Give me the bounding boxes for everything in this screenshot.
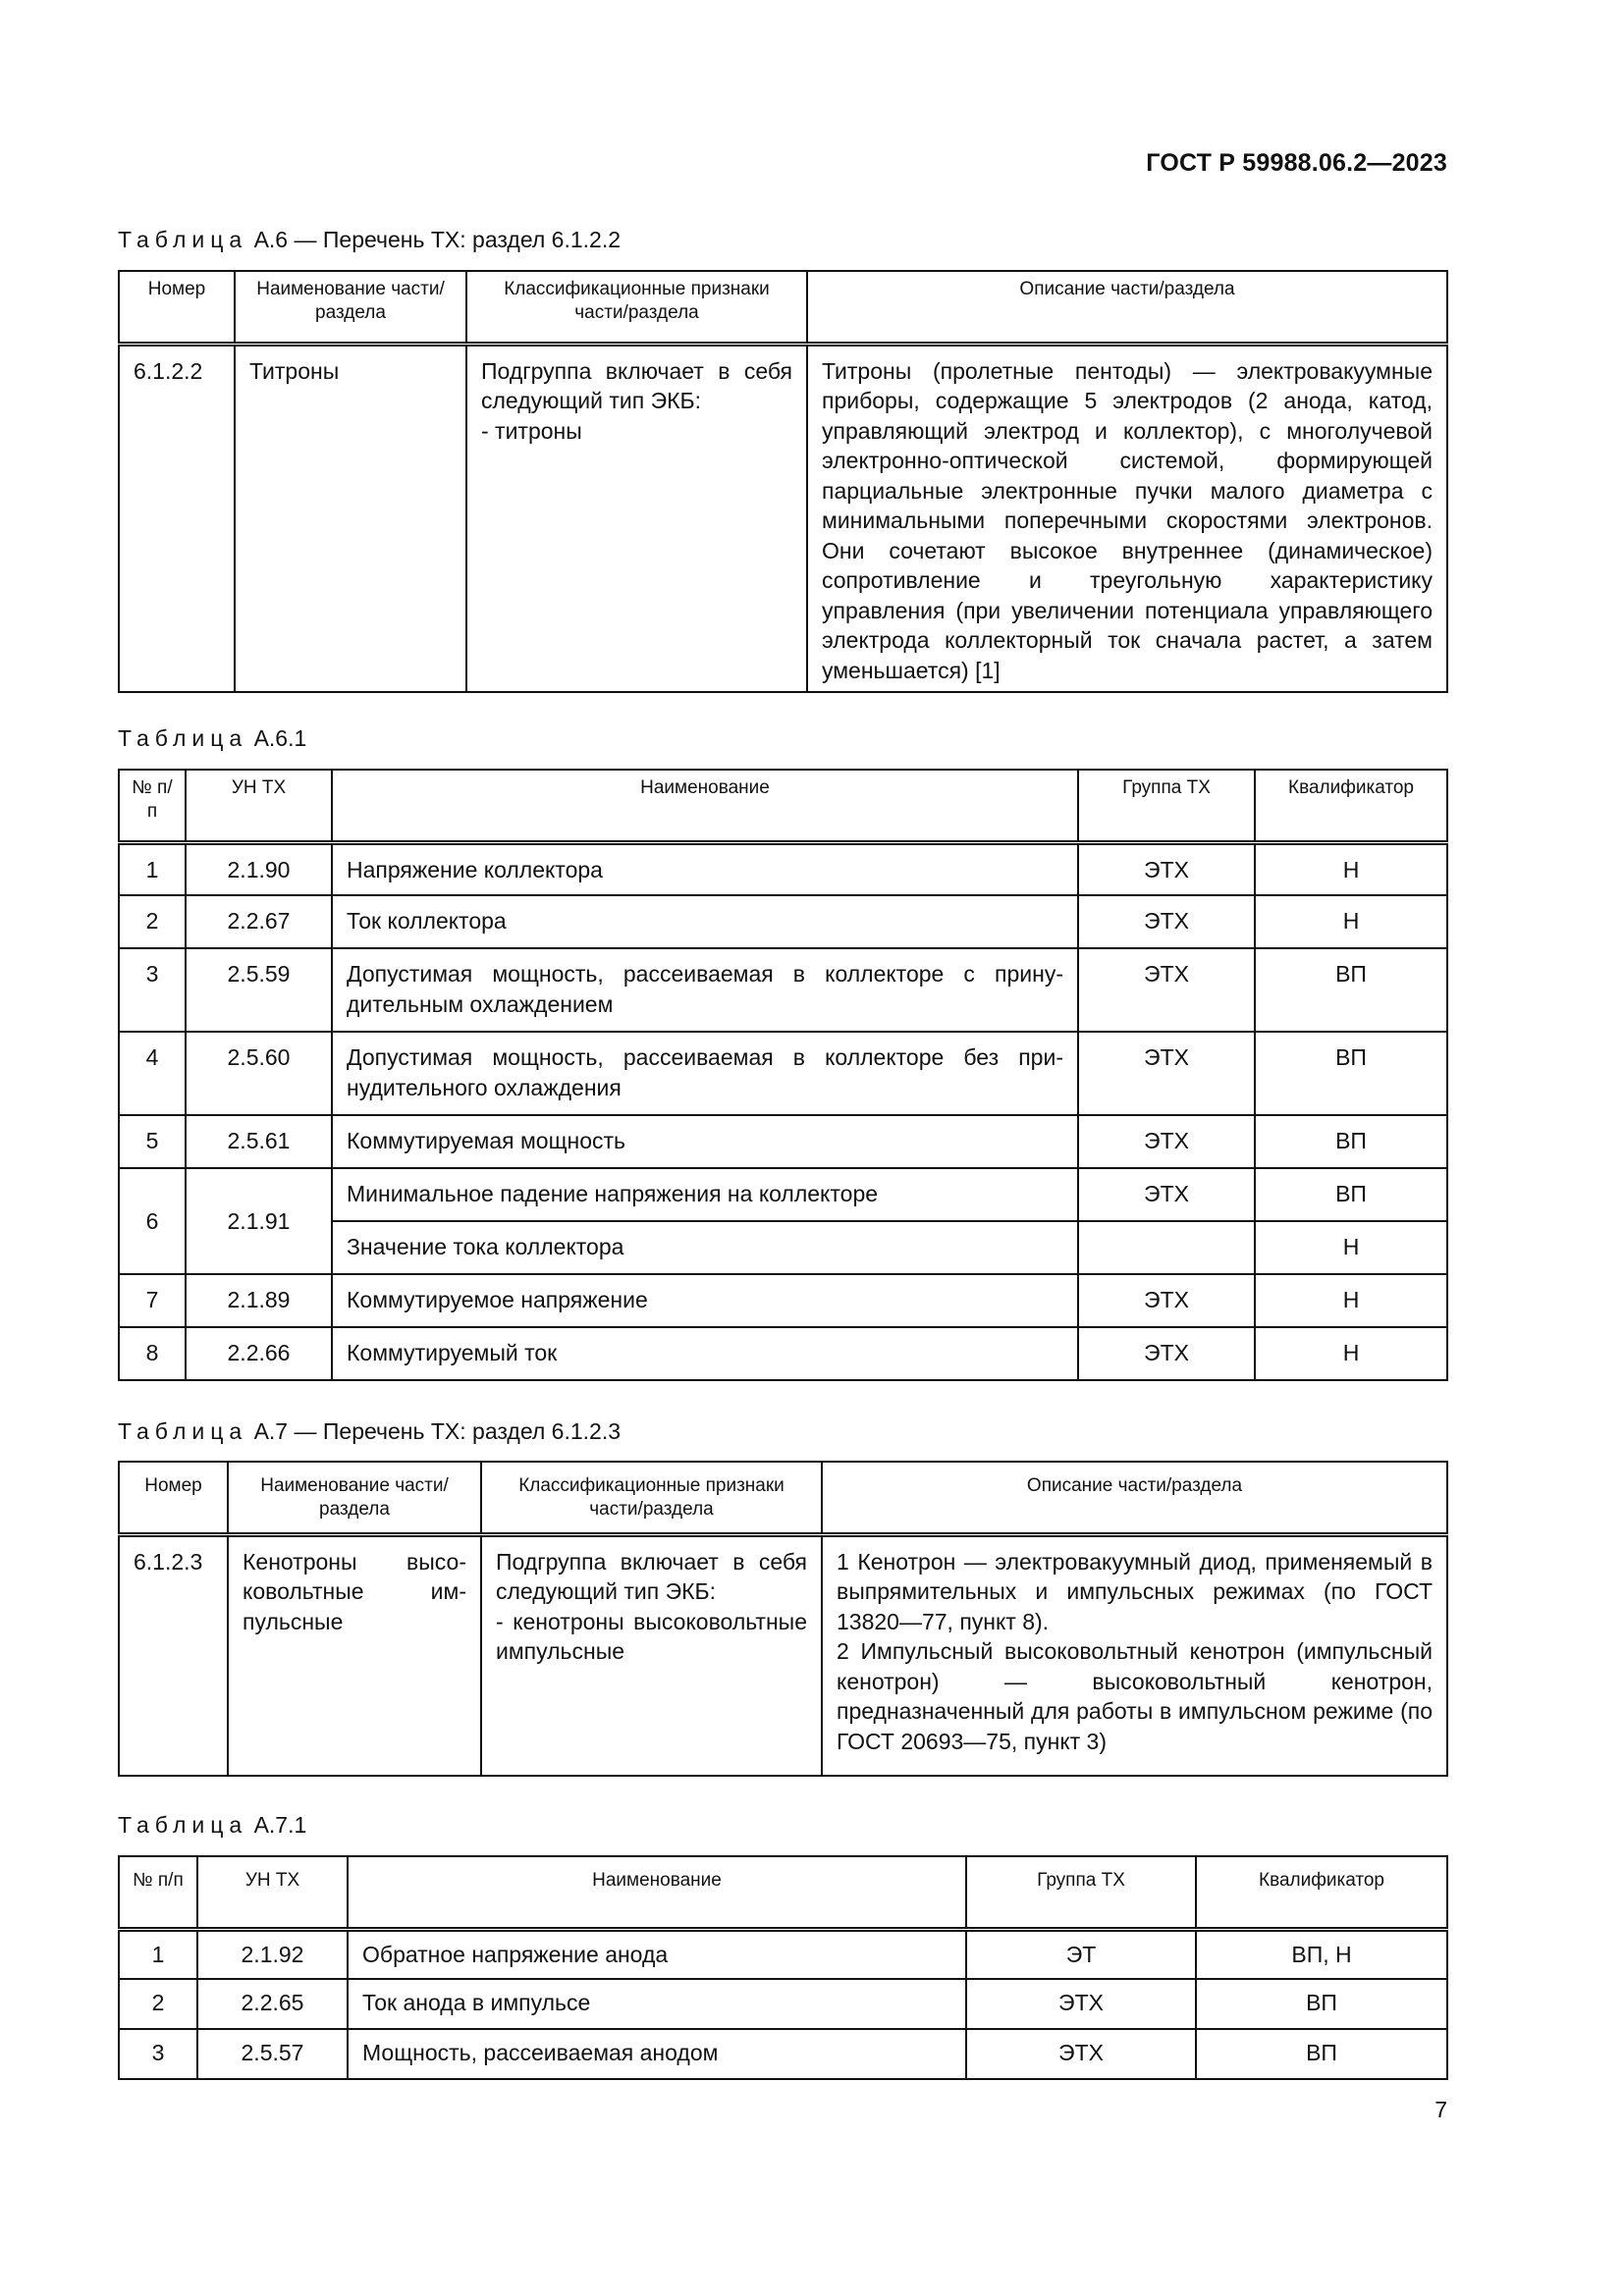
row-qualifier: Н (1342, 1340, 1360, 1365)
column-header-index: № п/п (119, 1856, 197, 1929)
row-group: ЭТХ (1058, 2040, 1104, 2065)
column-header-name: Наименование (332, 770, 1078, 842)
row-qualifier: ВП (1306, 1990, 1337, 2015)
table-row (119, 1115, 1447, 1168)
table-a7 (118, 1461, 1448, 1777)
row-group: ЭТ (1065, 1941, 1097, 1967)
column-header-name: Наименование части/раздела (235, 271, 466, 344)
column-header-description: Описание части/раздела (807, 271, 1447, 344)
row-code: 2.1.89 (227, 1287, 291, 1312)
row-group: ЭТХ (1144, 908, 1189, 934)
row-name: Коммутируемое напряжение (347, 1287, 648, 1312)
row-code: 2.2.66 (227, 1340, 291, 1365)
column-header-group: Группа ТХ (966, 1856, 1196, 1929)
table-row (119, 948, 1447, 1032)
row-code: 2.2.67 (227, 908, 291, 934)
row-group: ЭТХ (1144, 1181, 1189, 1206)
row-name: Мощность, рассеиваемая анодом (362, 2040, 719, 2065)
table-row (119, 895, 1447, 948)
row-code: 2.1.92 (241, 1941, 304, 1967)
table-a6 (118, 270, 1448, 693)
row-index: 2 (151, 1990, 165, 2015)
row-features: Подгруппа включает в себя следующий тип ЭКБ: - титроны (481, 357, 792, 444)
row-description (823, 1537, 1446, 1763)
column-header-number: Номер (119, 271, 235, 344)
table-row (119, 1929, 1447, 1979)
table-row (119, 1327, 1447, 1380)
row-number: 6.1.2.2 (134, 357, 203, 384)
row-qualifier: Н (1342, 908, 1360, 934)
column-header-qualifier: Квалификатор (1255, 770, 1447, 842)
row-qualifier: Н (1342, 856, 1360, 882)
row-index: 1 (145, 856, 159, 882)
row-index: 7 (145, 1287, 159, 1312)
row-code: 2.1.90 (227, 856, 291, 882)
row-code: 2.2.65 (241, 1990, 304, 2015)
row-name: Ток коллектора (347, 908, 507, 934)
document-designation: ГОСТ Р 59988.06.2—2023 (1146, 149, 1447, 177)
column-header-name: Наименование (348, 1856, 966, 1929)
row-qualifier: ВП (1335, 1181, 1367, 1206)
row-name: Коммутируемая мощность (347, 1128, 626, 1153)
row-group: ЭТХ (1144, 1287, 1189, 1312)
row-name: Обратное напряжение анода (362, 1941, 669, 1967)
row-name: Напряжение коллектора (347, 856, 603, 882)
row-qualifier: ВП, Н (1291, 1941, 1352, 1967)
row-group: ЭТХ (1144, 1044, 1189, 1070)
row-features: Подгруппа включает в себя следующий тип ЭКБ: - кенотроны высоковольтные импульсные (496, 1548, 807, 1664)
table-row (119, 1032, 1447, 1115)
row-number: 6.1.2.3 (134, 1548, 203, 1575)
column-header-code: УН ТХ (186, 770, 332, 842)
table-row (119, 344, 1447, 692)
row-qualifier: ВП (1335, 1044, 1367, 1070)
row-group: ЭТХ (1144, 1128, 1189, 1153)
row-code: 2.5.61 (227, 1128, 291, 1153)
table-a71 (118, 1855, 1448, 2080)
row-sub-qualifier: Н (1342, 1234, 1360, 1259)
row-code: 2.5.59 (227, 961, 291, 987)
row-index: 8 (145, 1340, 159, 1365)
row-name: Коммутируемый ток (347, 1340, 558, 1365)
column-header-index: № п/п (119, 770, 186, 842)
table-a61-caption: Таблица А.6.1 (118, 725, 307, 751)
row-index: 5 (145, 1128, 159, 1153)
table-row (119, 1168, 1447, 1221)
column-header-code: УН ТХ (197, 1856, 348, 1929)
row-name: Допустимая мощность, рассеиваемая в коллекторе с принудительным охлаждением (347, 961, 1063, 1017)
row-group: ЭТХ (1058, 1990, 1104, 2015)
column-header-group: Группа ТХ (1078, 770, 1255, 842)
row-qualifier: Н (1342, 1287, 1360, 1312)
row-name: Ток анода в импульсе (362, 1990, 591, 2015)
column-header-description: Описание части/раздела (822, 1462, 1447, 1534)
row-name: Минимальное падение напряжения на коллекторе (347, 1181, 879, 1206)
column-header-features: Классификационные признаки части/раздела (466, 271, 807, 344)
row-index: 2 (145, 908, 159, 934)
table-a6-caption: Таблица А.6 — Перечень ТХ: раздел 6.1.2.2 (118, 227, 622, 252)
row-sub-name: Значение тока коллектора (347, 1234, 624, 1259)
table-a71-caption: Таблица А.7.1 (118, 1812, 307, 1838)
row-code: 2.1.91 (227, 1207, 291, 1234)
row-qualifier: ВП (1335, 1128, 1367, 1153)
row-qualifier: ВП (1335, 961, 1367, 987)
table-row (119, 1534, 1447, 1776)
row-group: ЭТХ (1144, 1340, 1189, 1365)
table-a7-caption: Таблица А.7 — Перечень ТХ: раздел 6.1.2.3 (118, 1418, 622, 1444)
description-paragraph-1: 1 Кенотрон — электровакуумный диод, применяемый в выпрямительных и импульсных режимах (по ГОСТ 13820—77, пункт 8). (837, 1548, 1433, 1634)
row-group: ЭТХ (1144, 856, 1189, 882)
row-index: 3 (145, 961, 159, 987)
page-number: 7 (1435, 2097, 1447, 2122)
row-description: Титроны (пролетные пентоды) — электровакуумные приборы, содержащие 5 электродов (2 анода, катод, управляющий электрод и коллектор), с многолучевой электронно-оптической системой, формирующей парциальные электронные пучки малого диаметра с минимальными поперечными скоростями электронов. Они сочетают высокое внутреннее (динамическое) сопротивление и треугольную характеристику управления (при увеличении потенциала управляющего электрода коллекторный ток сначала растет, а затем уменьшается) [1] (822, 357, 1433, 683)
row-index: 4 (145, 1044, 159, 1070)
row-qualifier: ВП (1306, 2040, 1337, 2065)
table-a61 (118, 769, 1448, 1381)
table-row (119, 2029, 1447, 2079)
table-row (119, 1979, 1447, 2029)
row-index: 6 (145, 1207, 159, 1234)
table-row (119, 1274, 1447, 1327)
row-sub-group (1079, 1222, 1254, 1238)
row-code: 2.5.60 (227, 1044, 291, 1070)
row-name: Кенотроны высоковольтные импульсные (243, 1548, 466, 1634)
table-row (119, 842, 1447, 895)
row-index: 3 (151, 2040, 165, 2065)
column-header-qualifier: Квалификатор (1196, 1856, 1447, 1929)
row-name: Титроны (249, 357, 340, 384)
row-group: ЭТХ (1144, 961, 1189, 987)
row-index: 1 (151, 1941, 165, 1967)
column-header-name: Наименование части/раздела (228, 1462, 481, 1534)
row-code: 2.5.57 (241, 2040, 304, 2065)
column-header-number: Номер (119, 1462, 228, 1534)
description-paragraph-2: 2 Импульсный высоковольтный кенотрон (импульсный кенотрон) — высоковольтный кенотрон, предназначенный для работы в импульсном режиме (по ГОСТ 20693—75, пункт 3) (837, 1638, 1433, 1754)
column-header-features: Классификационные признаки части/раздела (481, 1462, 822, 1534)
row-name: Допустимая мощность, рассеиваемая в коллекторе без принудительного охлаждения (347, 1044, 1063, 1100)
